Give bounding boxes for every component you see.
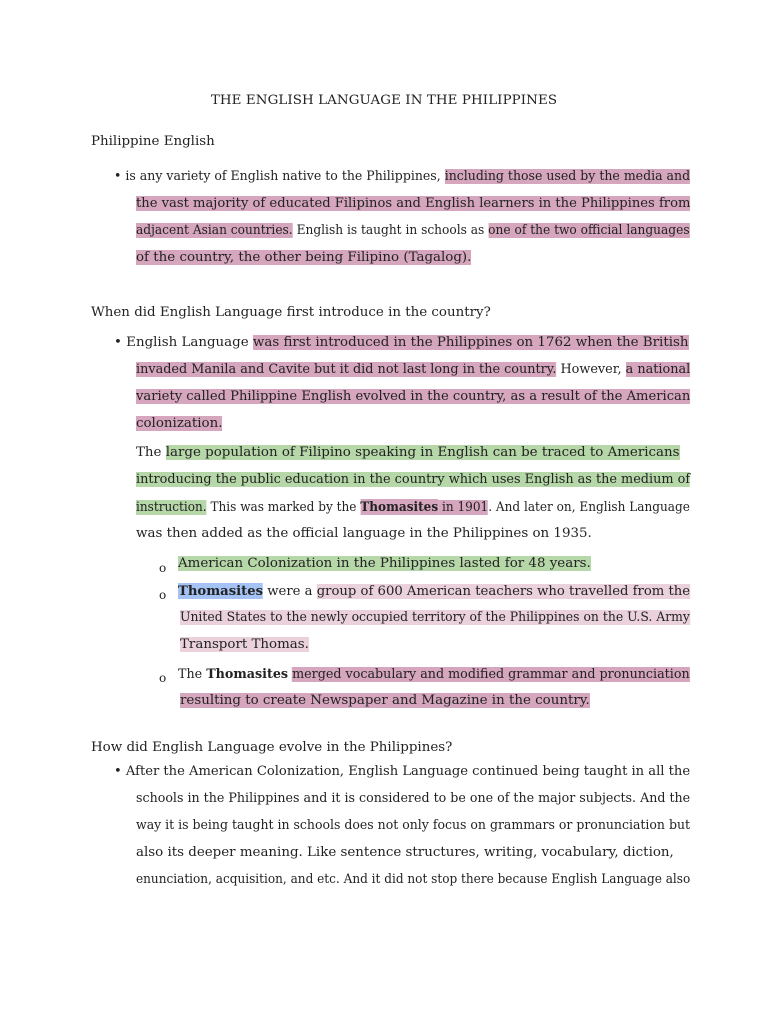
highlighted-text: United States to the newly occupied territory of the Philippines on the U.S. Army [180,610,690,625]
document-title: THE ENGLISH LANGUAGE IN THE PHILIPPINES [210,93,558,108]
sub-item-line [180,637,309,652]
highlighted-text: introducing the public education in the country which uses English as the medium of [136,472,691,487]
highlighted-text: colonization. [136,416,223,431]
bullet-line [136,250,471,265]
highlighted-text: invaded Manila and Cavite but it did not last long in the country. [136,362,557,377]
text-run: were a [263,584,317,599]
bold-highlighted-text: Thomasites [178,583,264,599]
highlighted-text: variety called Philippine English evolved in the country, as a result of the American [136,389,691,404]
text-run: The [178,667,207,682]
sub-item-line [178,583,690,599]
paragraph-line [136,472,690,487]
text-run: is any variety of English native to the Philippines, [125,169,445,184]
sub-item-line [180,693,590,708]
paragraph-line [136,499,690,515]
highlighted-text: American Colonization in the Philippines lasted for 48 years. [178,556,591,571]
bullet-line: enunciation, acquisition, and etc. And it did not stop there because English Language also [136,872,691,887]
text-run: After the American Colonization, English Language continued being taught in all the [125,764,691,779]
section-heading-evolve: How did English Language evolve in the Philippines? [91,740,453,755]
highlighted-text: adjacent Asian countries. [136,223,293,238]
section-heading-first-introduce: When did English Language first introduce in the country? [91,305,491,320]
highlighted-text: the vast majority of educated Filipinos and English learners in the Philippines from [136,196,691,211]
bullet-marker: • [114,335,122,350]
text-run: This was marked by the [206,500,361,515]
highlighted-text: was first introduced in the Philippines on 1762 when the British [252,335,689,350]
highlighted-text: Transport Thomas. [180,637,309,652]
bullet-line [136,196,690,211]
bullet-line [114,764,690,779]
highlighted-text: large population of Filipino speaking in English can be traced to Americans [165,445,680,460]
text-run: English Language [126,335,253,350]
sub-item-line [180,610,690,625]
sub-bullet-marker: o [159,671,167,685]
section-heading-philippine-english: Philippine English [91,134,215,149]
paragraph-line [136,445,680,460]
highlighted-text: one of the two official languages [488,223,690,238]
sub-item-line [178,666,690,682]
paragraph-line [136,526,592,541]
sub-bullet-marker: o [159,561,167,575]
bullet-marker: • [114,169,122,184]
sub-item-line [178,556,591,571]
text-run: However, [556,362,626,377]
text-run: The [136,445,166,460]
bullet-line: way it is being taught in schools does not only focus on grammars or pronunciation but [136,818,691,833]
bullet-line: schools in the Philippines and it is considered to be one of the major subjects. And the [136,791,691,806]
bullet-line [114,335,689,350]
sub-bullet-marker: o [159,588,167,602]
bullet-line [114,169,690,184]
text-run: . And later on, English Language [488,500,690,515]
highlighted-text: instruction. [136,500,207,515]
bullet-line [136,416,222,431]
highlighted-text: of the country, the other being Filipino (Tagalog). [136,250,472,265]
text-run: was then added as the official language in the Philippines on 1935. [136,526,592,541]
bullet-marker: • [114,764,122,779]
highlighted-text: a national [625,362,691,377]
bullet-line: also its deeper meaning. Like sentence structures, writing, vocabulary, diction, [136,845,674,860]
text-run: English is taught in schools as [292,223,489,238]
highlighted-text: in 1901 [438,500,489,515]
highlighted-text: group of 600 American teachers who travelled from the [316,584,691,599]
highlighted-text: resulting to create Newspaper and Magazine in the country. [180,693,590,708]
highlighted-text: merged vocabulary and modified grammar and pronunciation [292,667,690,682]
bullet-line [136,389,690,404]
bullet-line [136,362,690,377]
bullet-line [136,223,690,238]
bold-text: Thomasites [206,666,289,682]
bold-highlighted-text: Thomasites [360,499,439,515]
highlighted-text: including those used by the media and [444,169,691,184]
